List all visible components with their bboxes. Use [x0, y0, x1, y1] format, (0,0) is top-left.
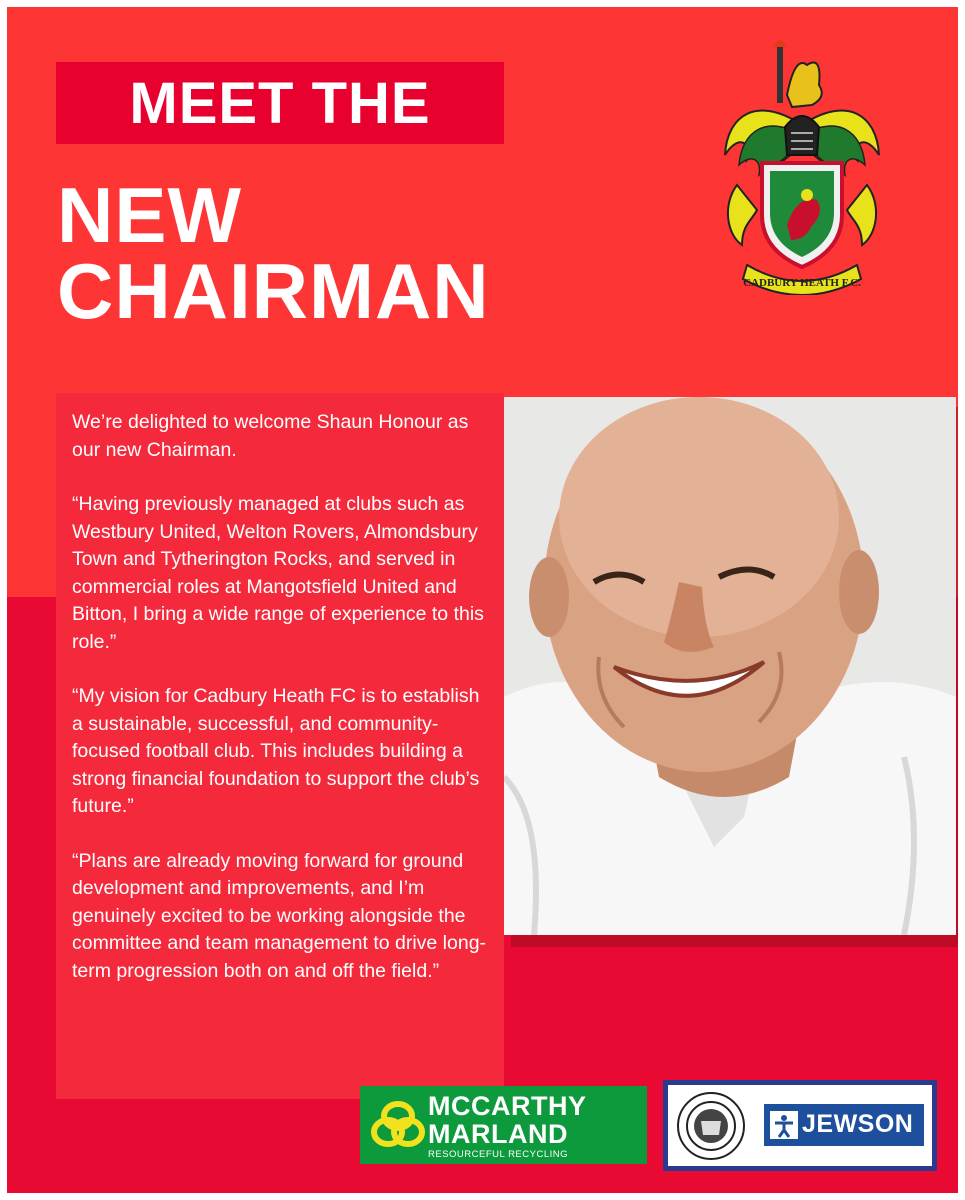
- plans-quote: “Plans are already moving forward for ground development and improvements, and I’m genuinely excited to be working alongside the committee and team management to drive long-term progression both on and off the field.”: [72, 849, 487, 982]
- jewson-wordmark: JEWSON: [802, 1110, 914, 1138]
- portrait-illustration: [504, 397, 956, 935]
- page-title: [57, 171, 490, 335]
- mccarthy-marland-sponsor: [360, 1086, 647, 1164]
- title-line-2: CHAIRMAN: [57, 247, 490, 335]
- mccarthy-line-2: MARLAND: [428, 1119, 568, 1149]
- vision-quote: “My vision for Cadbury Heath FC is to establish a sustainable, successful, and community-focused football club. This includes building a strong financial foundation to support the club’s future.”: [72, 685, 480, 817]
- recycling-ring-icon: [370, 1096, 426, 1152]
- league-jewson-inner: [668, 1085, 932, 1166]
- statement-panel: [56, 393, 504, 1099]
- experience-quote: “Having previously managed at clubs such as Westbury United, Welton Rovers, Almondsbury Town and Tytherington Rocks, and served in commercial roles at Mangotsfield United and Bitton, I bring a wide range of experience to this role.”: [72, 493, 484, 653]
- mccarthy-line-1: MCCARTHY: [428, 1091, 587, 1121]
- svg-text:CADBURY HEATH F.C.: CADBURY HEATH F.C.: [743, 277, 861, 289]
- meet-the-label: MEET THE: [129, 70, 431, 136]
- meet-the-banner: [56, 62, 504, 144]
- poster: [7, 7, 958, 1193]
- jewson-figure-icon: [770, 1111, 798, 1139]
- mccarthy-marland-wordmark: [428, 1092, 587, 1148]
- mccarthy-tagline: RESOURCEFUL RECYCLING: [428, 1149, 569, 1160]
- intro-paragraph: We’re delighted to welcome Shaun Honour as our new Chairman.: [72, 411, 469, 461]
- chairman-portrait: [504, 397, 956, 935]
- jewson-logo: [764, 1104, 924, 1146]
- league-jewson-sponsor: [663, 1080, 937, 1171]
- title-line-1: NEW: [57, 171, 242, 259]
- club-crest-icon: [707, 35, 897, 295]
- league-badge-icon: [676, 1091, 746, 1161]
